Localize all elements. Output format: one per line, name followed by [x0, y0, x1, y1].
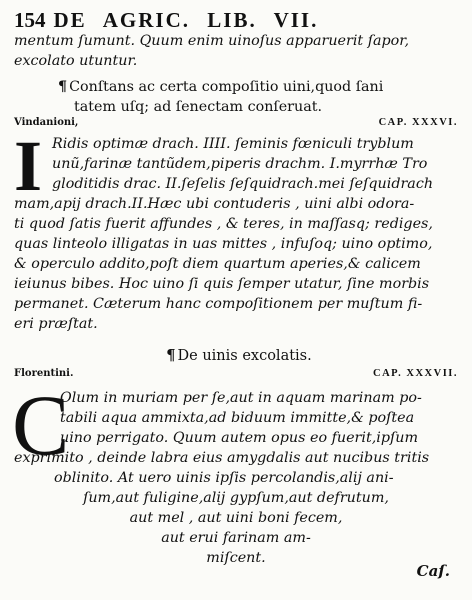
running-head	[14, 8, 458, 32]
chapter-body	[14, 126, 458, 334]
text-line: uino perrigato. Quum autem opus eo fuerit,ipſum	[60, 430, 419, 446]
chapter-row	[14, 368, 458, 382]
text-line: unũ,farinæ tantũdem,piperis drachm. I.myrrhæ Tro	[52, 156, 428, 172]
text-line: oblinito. At uero uinis ipſis percolandis,alij ani-	[54, 470, 394, 486]
text-line: gloditidis drac. II.ſeſelis ſeſquidrach.mei ſeſquidrach	[52, 176, 434, 192]
text-line: ti quod ſatis fuerit affundes , & teres, in maſſasq; rediges,	[14, 216, 433, 232]
text-line: permanet. Cæterum hanc compoſitionem per muſtum fi-	[14, 296, 423, 312]
marginal-note: Vindanioni,	[14, 117, 79, 128]
text-line: exprimito , deinde labra eius amygdalis aut nucibus tritis	[14, 450, 430, 466]
text-line: mam,apij drach.II.Hæc ubi contuderis , uini albi odora-	[14, 196, 415, 212]
opening-text	[14, 31, 458, 71]
text-line: Ridis optimæ drach. IIII. ſeminis fœniculi tryblum	[52, 136, 414, 152]
page-number: 154	[14, 8, 46, 32]
text-line: Olum in muriam per ſe,aut in aquam marinam po-	[60, 390, 422, 406]
text-line: ieiunus bibes. Hoc uino ſi quis ſemper utatur, ſine morbis	[14, 276, 430, 292]
catchword: Caſ.	[416, 562, 450, 580]
text-line: tabili aqua ammixta,ad biduum immitte,& poſtea	[60, 410, 415, 426]
heading-line: tatem uſq; ad ſenectam conſeruat.	[74, 99, 323, 115]
pilcrow-icon: ¶	[166, 347, 176, 364]
chapter-body	[12, 377, 458, 568]
chapter-row	[14, 117, 458, 131]
section-heading	[14, 346, 458, 366]
text-line: ſum,aut fuligine,alij gypſum,aut defrutum,	[83, 490, 389, 506]
text-line: eri præſtat.	[14, 316, 98, 332]
text-line: excolato utuntur.	[14, 53, 138, 69]
chapter-number: CAP. XXXVII.	[373, 368, 458, 379]
initial-letter: C	[12, 377, 70, 473]
chapter-number: CAP. XXXVI.	[378, 117, 458, 128]
text-line: aut mel , aut uini boni fecem,	[129, 510, 343, 526]
marginal-note: Florentini.	[14, 368, 74, 379]
text-line: aut erui farinam am-	[161, 530, 311, 546]
section-heading	[14, 77, 458, 117]
text-line: & operculo addito,poſt diem quartum aperies,& calicem	[14, 256, 421, 272]
heading-line	[58, 77, 458, 97]
heading-text: Conſtans ac certa compoſitio uini,quod ſani	[69, 79, 384, 95]
running-title: DE AGRIC. LIB. VII.	[53, 8, 319, 32]
text-line: quas linteolo illigatas in uas mittes , infuſoq; uino optimo,	[14, 236, 433, 252]
heading-text: De uinis excolatis.	[177, 348, 312, 364]
initial-letter: I	[14, 126, 43, 206]
pilcrow-icon: ¶	[58, 79, 68, 95]
text-line: mentum ſumunt. Quum enim uinoſus apparuerit ſapor,	[14, 33, 410, 49]
text-line: miſcent.	[206, 550, 266, 566]
